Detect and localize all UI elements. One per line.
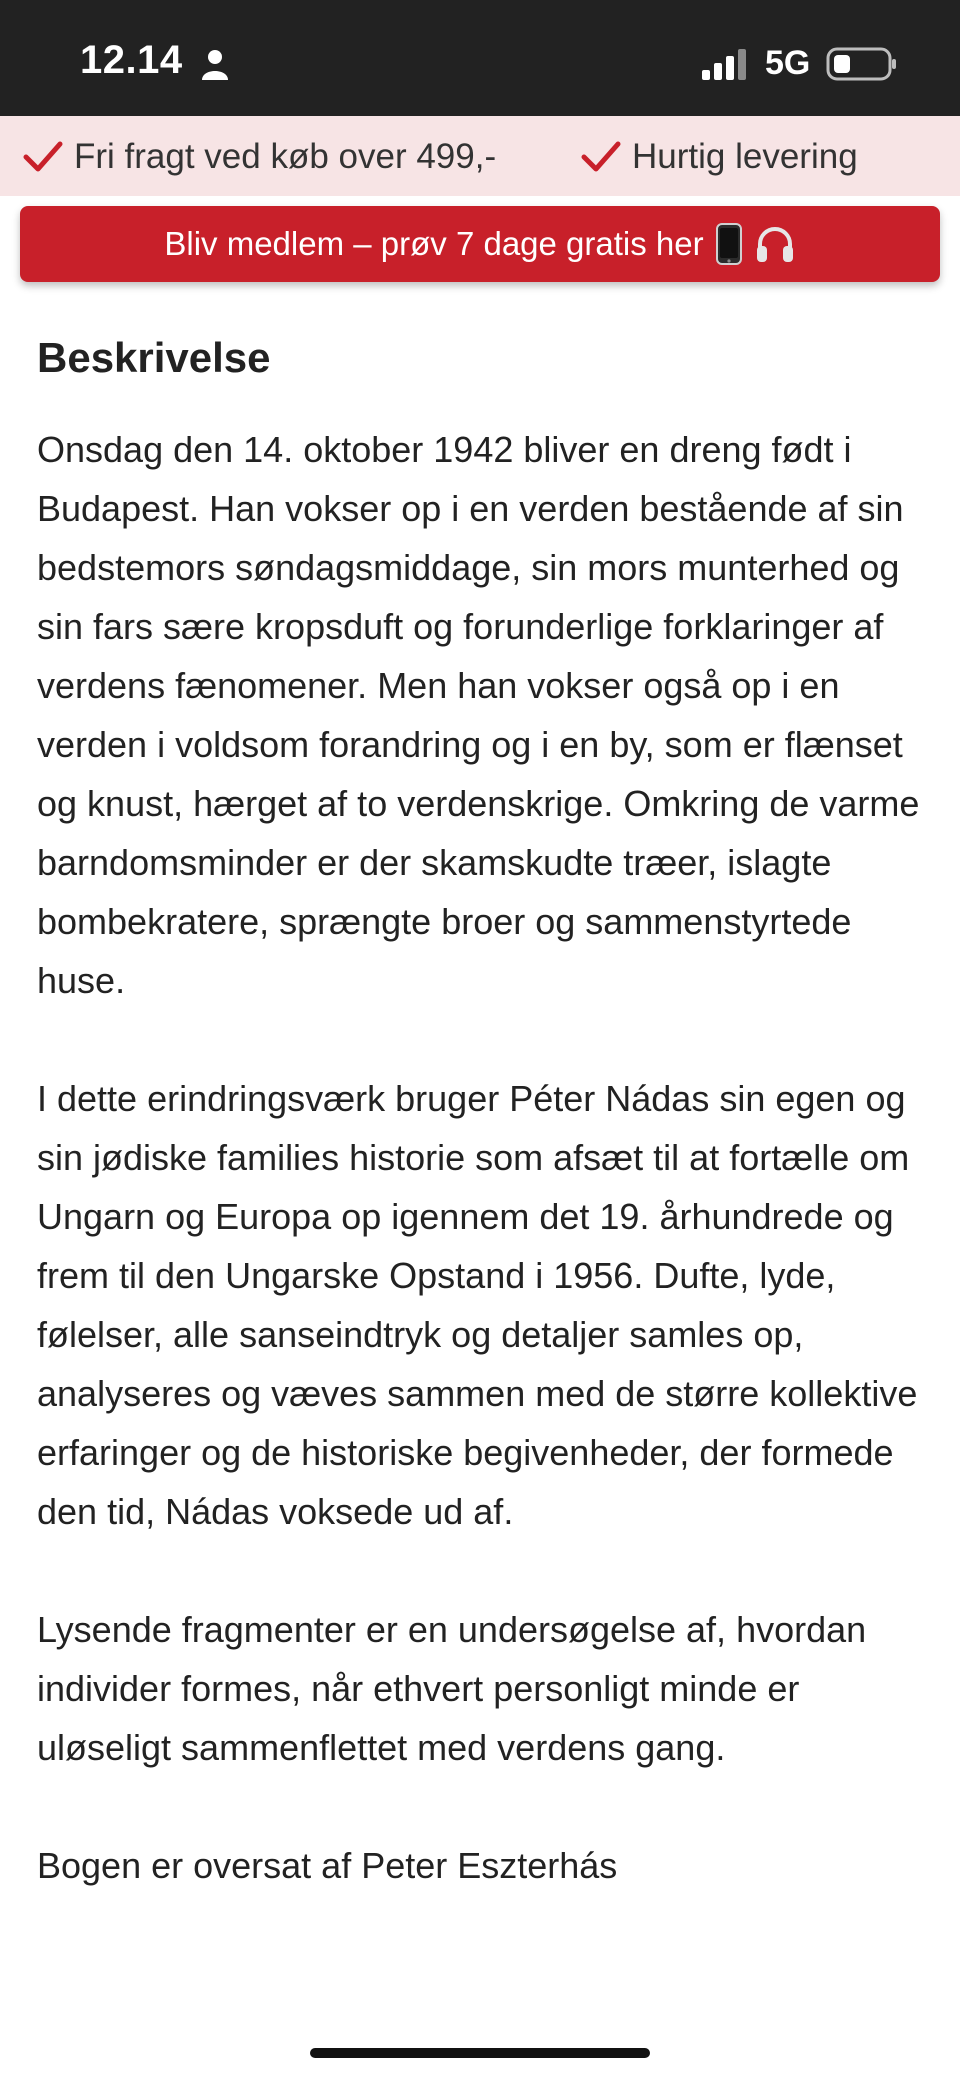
description-section xyxy=(37,330,927,1895)
network-label: 5G xyxy=(765,44,811,82)
shipping-usp-bar xyxy=(0,116,960,196)
description-paragraph: I dette erindringsværk bruger Péter Nádas sin egen og sin jødiske families historie som afsæt til at fortælle om Ungarn og Europa op igennem det 19. århundrede og frem til den Ungarske Opstand i 1956. Dufte, lyde, følelser, alle sanseindtryk og detaljer samles op, analyseres og væves sammen med de større kollektive erfaringer og de historiske begivenheder, der formede den tid, Nádas voksede ud af. xyxy=(37,1078,918,1532)
check-icon xyxy=(22,139,64,175)
usp-free-shipping-text: Fri fragt ved køb over 499,- xyxy=(74,137,497,176)
home-indicator[interactable] xyxy=(310,2048,650,2058)
status-time: 12.14 xyxy=(80,38,183,82)
usp-fast-delivery-text: Hurtig levering xyxy=(632,137,858,176)
usp-fast-delivery xyxy=(580,132,858,182)
check-icon xyxy=(580,139,622,175)
headphones-icon xyxy=(754,223,796,265)
description-paragraph: Bogen er oversat af Peter Eszterhás xyxy=(37,1845,618,1886)
usp-free-shipping xyxy=(22,132,496,182)
battery-icon xyxy=(826,46,898,82)
membership-trial-button[interactable] xyxy=(20,206,940,282)
person-icon xyxy=(200,48,230,80)
phone-icon xyxy=(716,223,742,265)
description-paragraph: Lysende fragmenter er en undersøgelse af, hvordan individer formes, når ethvert personligt minde er uløseligt sammenflettet med verdens gang. xyxy=(37,1609,867,1768)
signal-icon xyxy=(700,48,750,80)
description-paragraph: Onsdag den 14. oktober 1942 bliver en dreng født i Budapest. Han vokser op i en verden bestående af sin bedstemors søndagsmiddage, sin mors munterhed og sin fars sære kropsduft og forunderlige forklaringer af verdens fænomener. Men han vokser også op i en verden i voldsom forandring og i en by, som er flænset og knust, hærget af to verdenskrige. Omkring de varme barndomsminder er der skamskudte træer, islagte bombekratere, sprængte broer og sammenstyrtede huse. xyxy=(37,429,920,1001)
description-title: Beskrivelse xyxy=(37,334,271,381)
status-bar xyxy=(0,0,960,116)
membership-trial-label: Bliv medlem – prøv 7 dage gratis her xyxy=(164,225,704,262)
